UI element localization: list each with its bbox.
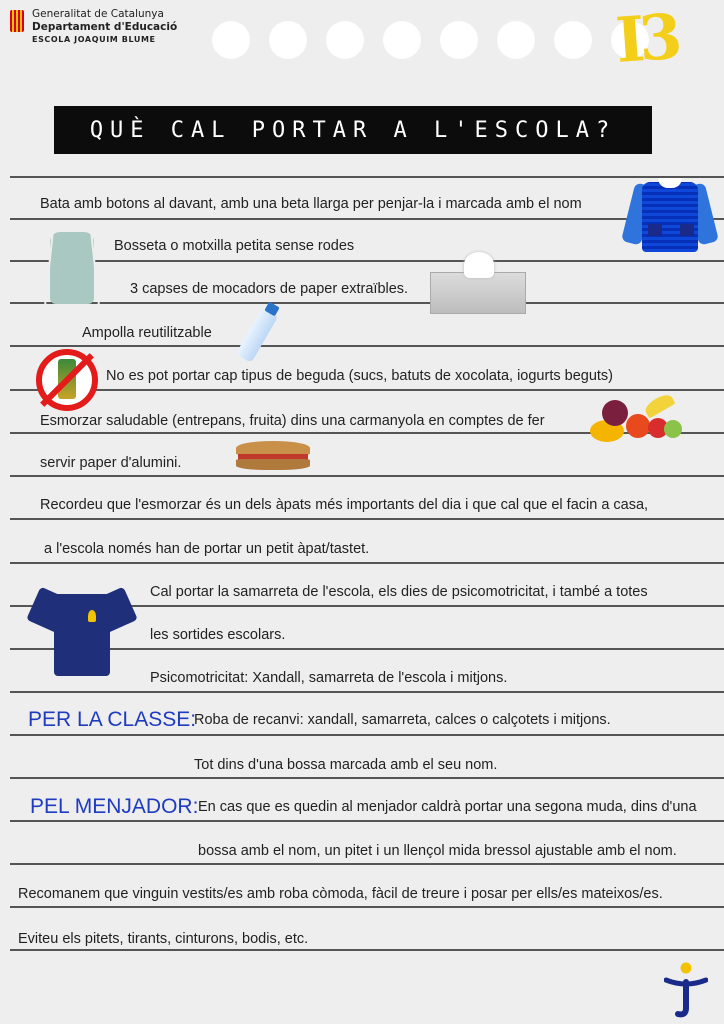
- item-no-drinks: No es pot portar cap tipus de beguda (sucs, batuts de xocolata, iogurts beguts): [106, 368, 613, 384]
- gov-name: Generalitat de Catalunya: [32, 8, 164, 20]
- item-tshirt-cont: les sortides escolars.: [150, 627, 286, 643]
- page-title: QUÈ CAL PORTAR A L'ESCOLA?: [54, 106, 652, 154]
- item-smock: Bata amb botons al davant, amb una beta llarga per penjar-la i marcada amb el nom: [40, 196, 582, 212]
- item-tissues: 3 capses de mocadors de paper extraïbles.: [130, 281, 409, 297]
- backpack-icon: [40, 222, 104, 310]
- breakfast-note-cont: a l'escola només han de portar un petit àpat/tastet.: [44, 541, 370, 557]
- avoid-note: Eviteu els pitets, tirants, cinturons, bodis, etc.: [18, 931, 309, 947]
- fruit-icon: [588, 396, 682, 448]
- lunch-line-2: bossa amb el nom, un pitet i un llençol mida bressol ajustable amb el nom.: [198, 843, 677, 859]
- item-psychomotor: Psicomotricitat: Xandall, samarreta de l'escola i mitjons.: [150, 670, 508, 686]
- item-breakfast-cont: servir paper d'alumini.: [40, 455, 182, 471]
- department-name: Departament d'Educació: [32, 21, 178, 33]
- lunch-heading: PEL MENJADOR:: [30, 795, 199, 818]
- water-bottle-icon: [232, 304, 288, 362]
- class-line-2: Tot dins d'una bossa marcada amb el seu nom.: [194, 757, 498, 773]
- grade-label: I3: [613, 0, 679, 78]
- sandwich-icon: [236, 441, 310, 471]
- smock-icon: [628, 176, 712, 254]
- no-drinks-icon: [36, 349, 98, 411]
- class-heading: PER LA CLASSE:: [28, 708, 197, 731]
- class-line-1: Roba de recanvi: xandall, samarreta, calces o calçotets i mitjons.: [194, 712, 611, 728]
- item-breakfast: Esmorzar saludable (entrepans, fruita) dins una carmanyola en comptes de fer: [40, 413, 545, 429]
- recommendation: Recomanem que vinguin vestits/es amb roba còmoda, fàcil de treure i posar per ells/es mateixos/es.: [18, 886, 663, 902]
- lunch-line-1: En cas que es quedin al menjador caldrà portar una segona muda, dins d'una: [198, 799, 697, 815]
- item-backpack: Bosseta o motxilla petita sense rodes: [114, 238, 355, 254]
- breakfast-note: Recordeu que l'esmorzar és un dels àpats més importants del dia i que cal que el facin a casa,: [40, 497, 649, 513]
- school-logo-icon: [664, 962, 708, 1020]
- item-bottle: Ampolla reutilitzable: [82, 325, 212, 341]
- tissue-box-icon: [430, 252, 524, 312]
- catalan-flag-icon: [10, 10, 24, 32]
- school-tshirt-icon: [32, 584, 132, 676]
- school-name: ESCOLA JOAQUIM BLUME: [32, 35, 156, 44]
- item-tshirt: Cal portar la samarreta de l'escola, els dies de psicomotricitat, i també a totes: [150, 584, 648, 600]
